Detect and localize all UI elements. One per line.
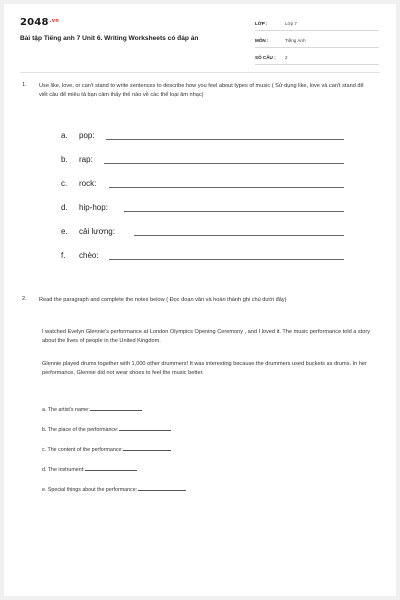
meta-key: MÔN : — [255, 38, 269, 43]
worksheet-page — [4, 4, 396, 596]
worksheet-header — [4, 4, 396, 66]
logo-suffix-text: .vn — [49, 18, 59, 24]
note-content — [42, 445, 171, 453]
meta-row-subject — [255, 35, 379, 48]
option-label: rock: — [79, 179, 97, 188]
note-instrument — [42, 465, 137, 473]
note-blank[interactable] — [119, 425, 171, 431]
note-label: b. The place of the performance: — [42, 427, 119, 433]
note-label: a. The artist's name: — [42, 407, 90, 413]
meta-key: LỚP : — [255, 21, 268, 26]
meta-row-class — [255, 18, 379, 31]
worksheet-meta — [255, 18, 379, 69]
logo-main-text: 2048 — [20, 17, 49, 28]
option-label: chèo: — [79, 251, 99, 260]
note-artist-name — [42, 405, 142, 413]
header-divider — [20, 72, 380, 73]
option-label: cải lương: — [79, 227, 115, 236]
option-letter: a. — [61, 131, 68, 140]
answer-blank[interactable] — [106, 139, 344, 140]
note-blank[interactable] — [90, 405, 142, 411]
question-2 — [20, 296, 364, 316]
question-number: 2. — [22, 296, 27, 302]
question-prompt: Read the paragraph and complete the notes below ( Đọc đoạn văn và hoàn thành ghi chú dưới đây) — [39, 297, 287, 303]
reading-paragraph-2: Glennie played drums together with 1,000 other drummers! It was interesting because the drummers used buckets as drums. In her performance, Glennie did not wear shoes to feel the music better. — [42, 361, 367, 377]
site-logo[interactable] — [20, 17, 59, 28]
meta-key: SỐ CÂU : — [255, 55, 276, 60]
answer-blank[interactable] — [134, 235, 344, 236]
meta-value: 2 — [285, 55, 288, 60]
option-letter: c. — [61, 179, 68, 188]
note-label: e. Special things about the performance: — [42, 487, 138, 493]
option-label: pop: — [79, 131, 95, 140]
note-blank[interactable] — [138, 485, 186, 491]
option-label: rap: — [79, 155, 93, 164]
option-label: hip-hop: — [79, 203, 108, 212]
answer-blank[interactable] — [109, 187, 344, 188]
meta-row-question-count — [255, 52, 379, 65]
question-number: 1. — [22, 82, 27, 88]
question-1 — [20, 82, 364, 112]
reading-paragraph-1: I watched Evelyn Glennie's performance at London Olympics Opening Ceremony , and I loved it. The music performance told a story about the lives of people in the United Kingdom. — [42, 329, 371, 345]
note-label: c. The content of the performance: — [42, 447, 123, 453]
answer-blank[interactable] — [109, 259, 344, 260]
option-letter: f. — [61, 251, 66, 260]
answer-blank[interactable] — [124, 211, 344, 212]
meta-value: Tiếng Anh — [285, 38, 306, 43]
option-letter: b. — [61, 155, 68, 164]
answer-blank[interactable] — [104, 163, 344, 164]
option-letter: e. — [61, 227, 68, 236]
note-blank[interactable] — [85, 465, 137, 471]
note-place — [42, 425, 171, 433]
note-blank[interactable] — [123, 445, 171, 451]
note-label: d. The instrument: — [42, 467, 85, 473]
option-letter: d. — [61, 203, 68, 212]
meta-value: Lớp 7 — [285, 21, 297, 26]
question-prompt: Use like, love, or can't stand to write sentences to describe how you feel about types of music ( Sử dụng like, love và can't stand để viết câu để miêu tả bạn cảm thấy thế nào về các thể loại âm nhạc) — [39, 83, 364, 99]
note-special-things — [42, 485, 186, 493]
worksheet-title: Bài tập Tiếng anh 7 Unit 6. Writing Worksheets có đáp án — [20, 35, 199, 42]
